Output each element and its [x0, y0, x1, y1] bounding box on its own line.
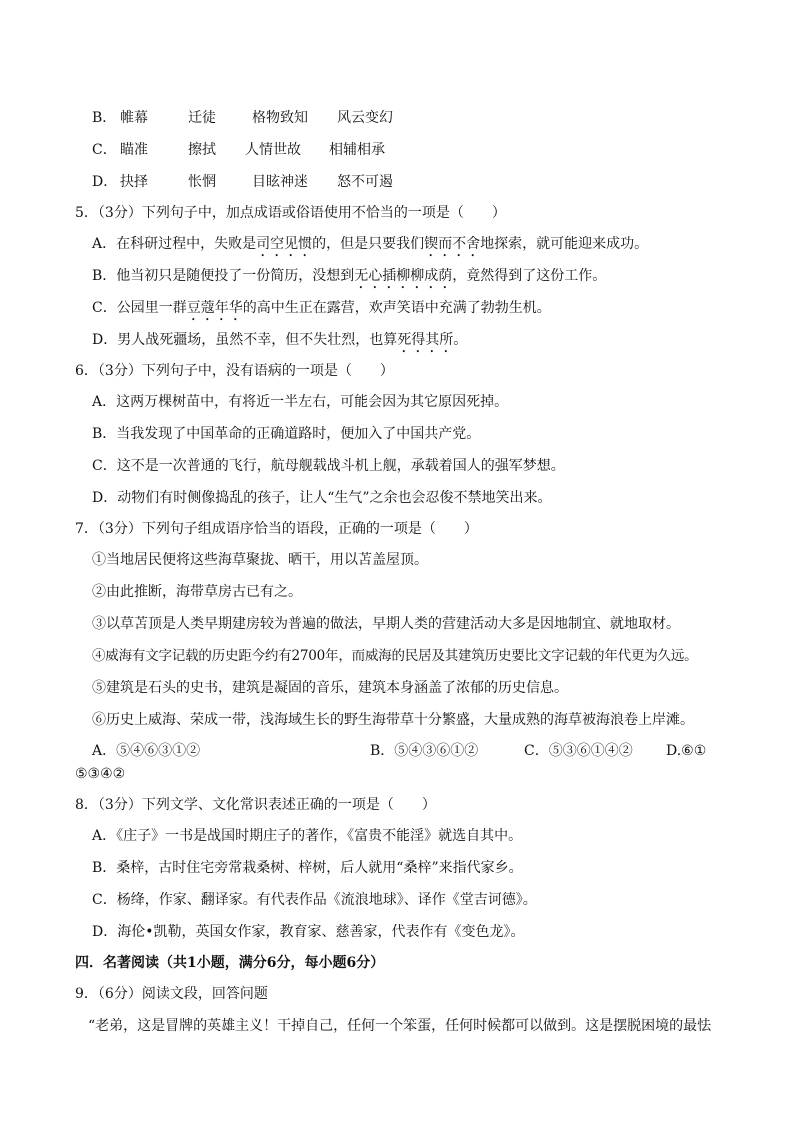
q5-option-b — [92, 266, 606, 292]
q7-option-d-continued: ⑤③④② — [75, 766, 126, 782]
q5-option-c — [92, 298, 551, 324]
q7-sentence-1: ①当地居民便将这些海草聚拢、晒干，用以苫盖屋顶。 — [92, 552, 428, 568]
q4-c-word4: 相辅相承 — [329, 142, 385, 158]
q5-b-marked-idiom: 无心插柳柳成荫 — [354, 268, 453, 284]
q9-passage: “老弟，这是冒牌的英雄主义！干掉自己，任何一个笨蛋，任何时候都可以做到。这是摆脱困境的最怯 — [88, 1018, 712, 1034]
q7-sentence-3: ③以草苫顶是人类早期建房较为普遍的做法，早期人类的营建活动大多是因地制宜、就地取材。 — [92, 616, 680, 632]
q4-c-word2: 擦拭 — [188, 142, 216, 158]
q4-d-word2: 怅惘 — [188, 174, 216, 190]
q5-a-marked-idiom: 司空见惯 — [256, 236, 313, 252]
q5-c-text: C．公园里一群 — [92, 300, 187, 316]
q6-option-b: B．当我发现了中国革命的正确道路时，便加入了中国共产党。 — [92, 426, 481, 442]
q7-sentence-2: ②由此推断，海带草房古已有之。 — [92, 584, 302, 600]
q7-sentence-5: ⑤建筑是石头的史书，建筑是凝固的音乐，建筑本身涵盖了浓郁的历史信息。 — [92, 680, 568, 696]
q4-b-word4: 风云变幻 — [337, 110, 393, 126]
q5-option-d — [92, 330, 467, 356]
q5-option-a — [92, 234, 648, 260]
q5-a-text-end: 地探索，就可能迎来成功。 — [480, 236, 649, 252]
q4-d-word3: 目眩神迷 — [252, 174, 308, 190]
q5-stem: 5．（3分）下列句子中，加点成语或俗语使用不恰当的一项是（ ） — [75, 205, 506, 221]
q7-sentence-6: ⑥历史上威海、荣成一带，浅海域生长的野生海带草十分繁盛，大量成熟的海草被海浪卷上岸滩。 — [92, 712, 694, 728]
q5-d-marked-idiom: 死得其所 — [397, 332, 454, 348]
q5-c-marked-idiom: 豆蔻年华 — [186, 300, 243, 316]
q5-d-text: D．男人战死疆场，虽然不幸，但不失壮烈，也算 — [92, 332, 398, 348]
q7-option-d: D.⑥① — [666, 743, 707, 759]
q4-b-word1: 帷幕 — [120, 110, 148, 126]
q8-stem: 8．（3分）下列文学、文化常识表述正确的一项是（ ） — [75, 797, 436, 813]
q5-c-text-end: 的高中生正在露营，欢声笑语中充满了勃勃生机。 — [242, 300, 551, 316]
q4-c-word3: 人情世故 — [245, 142, 301, 158]
q4-b-label: B． — [92, 110, 117, 126]
q9-stem: 9．（6分）阅读文段，回答问题 — [75, 986, 268, 1002]
q7-option-b: B．⑤④③⑥①② — [370, 743, 479, 759]
q5-d-text-end: 。 — [453, 332, 468, 348]
q4-b-word2: 迁徒 — [188, 110, 216, 126]
q4-c-word1: 瞄准 — [120, 142, 148, 158]
q4-c-label: C． — [92, 142, 117, 158]
q4-d-word4: 怒不可遏 — [337, 174, 393, 190]
q5-a-text-mid: 的，但是只要我们 — [312, 236, 425, 252]
q6-option-c: C．这不是一次普通的飞行，航母舰载战斗机上舰，承载着国人的强军梦想。 — [92, 458, 565, 474]
q4-d-word1: 抉择 — [120, 174, 148, 190]
q4-b-word3: 格物致知 — [252, 110, 308, 126]
q6-stem: 6．（3分）下列句子中，没有语病的一项是（ ） — [75, 363, 394, 379]
q4-d-label: D． — [92, 174, 118, 190]
section-4-heading: 四．名著阅读（共1小题，满分6分，每小题6分） — [75, 955, 385, 971]
q7-stem: 7．（3分）下列句子组成语序恰当的语段，正确的一项是（ ） — [75, 521, 478, 537]
q6-option-a: A．这两万棵树苗中，有将近一半左右，可能会因为其它原因死掉。 — [92, 394, 509, 410]
q7-sentence-4: ④威海有文字记载的历史距今约有2700年，而威海的民居及其建筑历史要比文字记载的年代更为久远。 — [92, 648, 698, 664]
q7-option-c: C．⑤③⑥①④② — [524, 743, 633, 759]
q8-option-d: D．海伦•凯勒，英国女作家，教育家、慈善家，代表作有《变色龙》。 — [92, 924, 525, 940]
q8-option-a: A．《庄子》一书是战国时期庄子的著作，《富贵不能淫》就选自其中。 — [92, 828, 523, 844]
q6-option-d: D．动物们有时侧像捣乱的孩子，让人“生气”之余也会忍俊不禁地笑出来。 — [92, 490, 552, 506]
q5-b-text: B．他当初只是随便投了一份简历，没想到 — [92, 268, 355, 284]
q5-b-text-end: ，竟然得到了这份工作。 — [452, 268, 607, 284]
q5-a-marked-idiom-2: 锲而不舍 — [424, 236, 481, 252]
q5-a-text: A．在科研过程中，失败是 — [92, 236, 257, 252]
q8-option-b: B．桑梓，古时住宅旁常栽桑树、梓树，后人就用“桑梓”来指代家乡。 — [92, 860, 523, 876]
q8-option-c: C．杨绛，作家、翻译家。有代表作品《流浪地球》、译作《堂吉诃德》。 — [92, 892, 537, 908]
q7-option-a: A．⑤④⑥③①② — [92, 743, 201, 759]
